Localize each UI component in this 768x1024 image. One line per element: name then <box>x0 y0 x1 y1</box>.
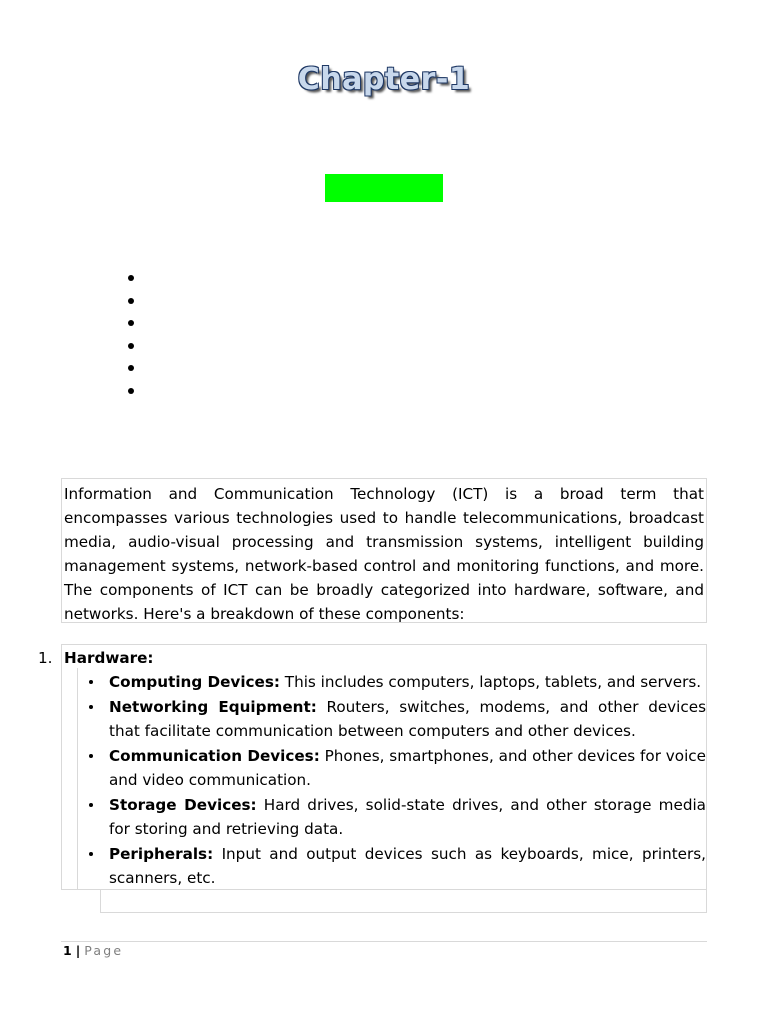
hardware-label: Hardware: <box>64 649 154 667</box>
item-term: Communication Devices: <box>109 746 320 765</box>
footer-separator: | <box>75 943 81 958</box>
hardware-heading <box>38 646 153 670</box>
page-footer <box>63 943 123 958</box>
list-item <box>88 695 706 744</box>
item-term: Peripherals: <box>109 844 214 863</box>
list-item <box>88 842 706 891</box>
list-item <box>88 670 706 695</box>
highlight-box <box>325 174 443 202</box>
item-term: Networking Equipment: <box>109 697 317 716</box>
footer-divider <box>61 941 707 942</box>
item-desc: Phones, smartphones, and other devices for voice and video communication. <box>109 746 706 789</box>
page-label: Page <box>84 943 124 958</box>
page-number: 1 <box>63 943 72 958</box>
list-number: 1. <box>38 649 53 667</box>
item-desc: Routers, switches, modems, and other devices that facilitate communication between computers and other devices. <box>109 697 706 740</box>
item-desc: Input and output devices such as keyboards, mice, printers, scanners, etc. <box>109 844 706 887</box>
list-item <box>88 793 706 842</box>
chapter-title: Chapter-1 <box>297 62 471 97</box>
item-term: Computing Devices: <box>109 673 280 691</box>
list-item <box>88 744 706 793</box>
item-term: Storage Devices: <box>109 795 257 814</box>
item-desc: This includes computers, laptops, tablets, and servers. <box>279 673 702 691</box>
item-desc: Hard drives, solid-state drives, and other storage media for storing and retrieving data. <box>109 795 706 838</box>
hardware-items-list <box>88 670 706 891</box>
intro-paragraph: Information and Communication Technology (ICT) is a broad term that encompasses various technologies used to handle telecommunications, broadcast media, audio-visual processing and transmission systems, intelligent building management systems, network-based control and monitoring functions, and more. The components of ICT can be broadly categorized into hardware, software, and networks. Here's a breakdown of these components: <box>61 478 707 623</box>
table-gridline <box>77 668 78 890</box>
hardware-empty-row <box>100 889 707 913</box>
